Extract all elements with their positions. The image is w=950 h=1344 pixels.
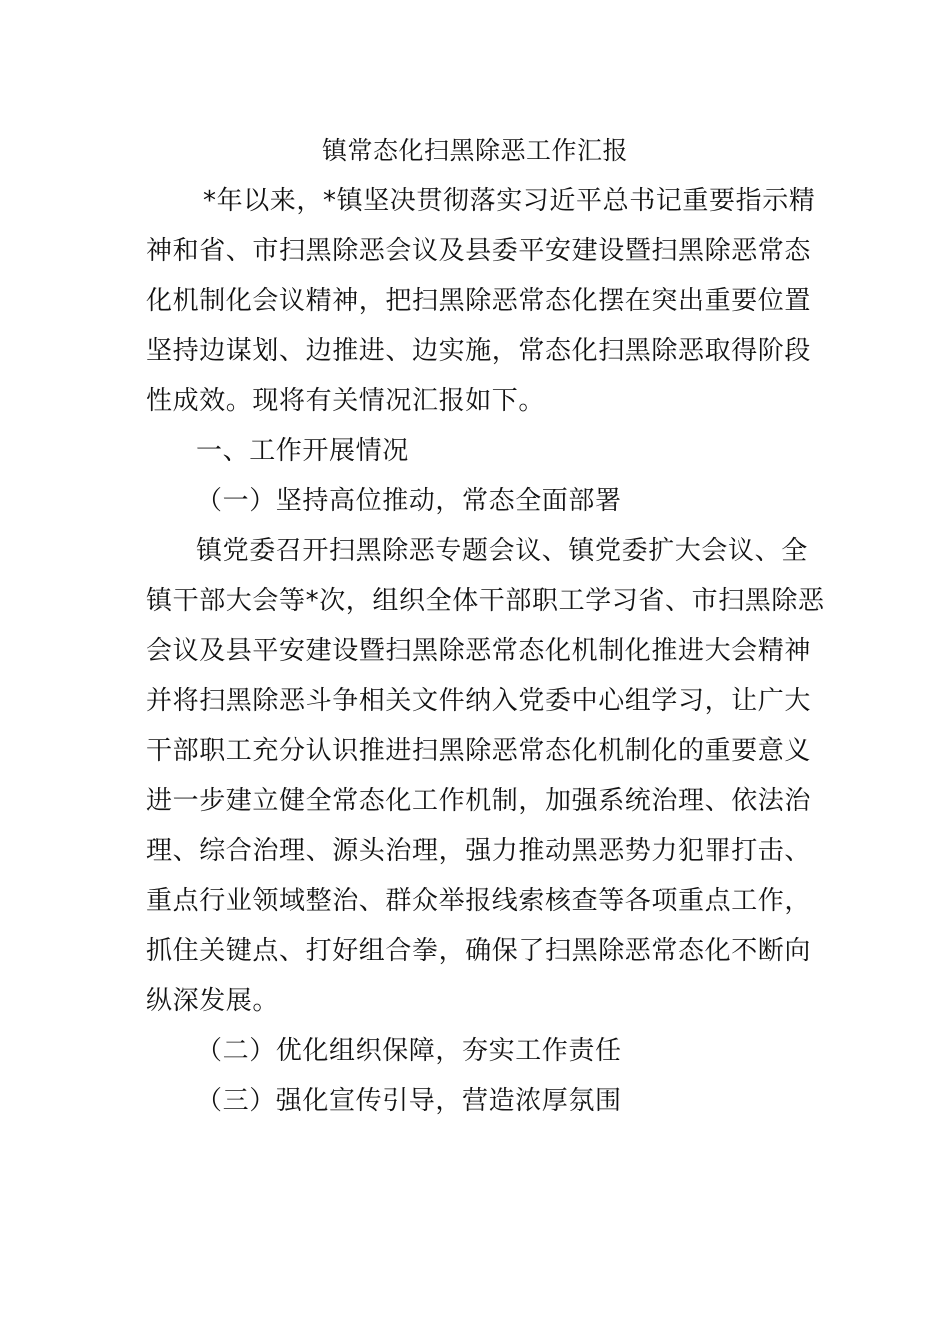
- paragraph-line: 理、综合治理、源头治理，强力推动黑恶势力犯罪打击、: [146, 836, 812, 866]
- paragraph-line: 会议及县平安建设暨扫黑除恶常态化机制化推进大会精神: [146, 636, 812, 666]
- paragraph-line: 并将扫黑除恶斗争相关文件纳入党委中心组学习，让广大: [146, 686, 812, 716]
- paragraph-line: *年以来，*镇坚决贯彻落实习近平总书记重要指示精: [203, 186, 816, 216]
- paragraph-line: 镇干部大会等*次，组织全体干部职工学习省、市扫黑除恶: [146, 586, 825, 616]
- subsection-heading: （一）坚持高位推动，常态全面部署: [196, 486, 622, 516]
- paragraph-line: 镇党委召开扫黑除恶专题会议、镇党委扩大会议、全: [196, 536, 808, 566]
- paragraph-line: 重点行业领域整治、群众举报线索核查等各项重点工作，: [146, 886, 812, 916]
- paragraph-line: 坚持边谋划、边推进、边实施，常态化扫黑除恶取得阶段: [146, 336, 812, 366]
- paragraph-line: 抓住关键点、打好组合拳，确保了扫黑除恶常态化不断向: [146, 936, 812, 966]
- paragraph-line: 化机制化会议精神，把扫黑除恶常态化摆在突出重要位置: [146, 286, 812, 316]
- subsection-heading: （二）优化组织保障，夯实工作责任: [196, 1036, 622, 1066]
- paragraph-line: 神和省、市扫黑除恶会议及县委平安建设暨扫黑除恶常态: [146, 236, 812, 266]
- document-title: 镇常态化扫黑除恶工作汇报: [321, 136, 628, 165]
- paragraph-line: 纵深发展。: [146, 986, 280, 1016]
- subsection-heading: （三）强化宣传引导，营造浓厚氛围: [196, 1086, 622, 1116]
- paragraph-line: 干部职工充分认识推进扫黑除恶常态化机制化的重要意义: [146, 736, 812, 766]
- section-heading: 一、工作开展情况: [196, 436, 409, 466]
- paragraph-line: 进一步建立健全常态化工作机制，加强系统治理、依法治: [146, 786, 812, 816]
- paragraph-line: 性成效。现将有关情况汇报如下。: [146, 386, 546, 416]
